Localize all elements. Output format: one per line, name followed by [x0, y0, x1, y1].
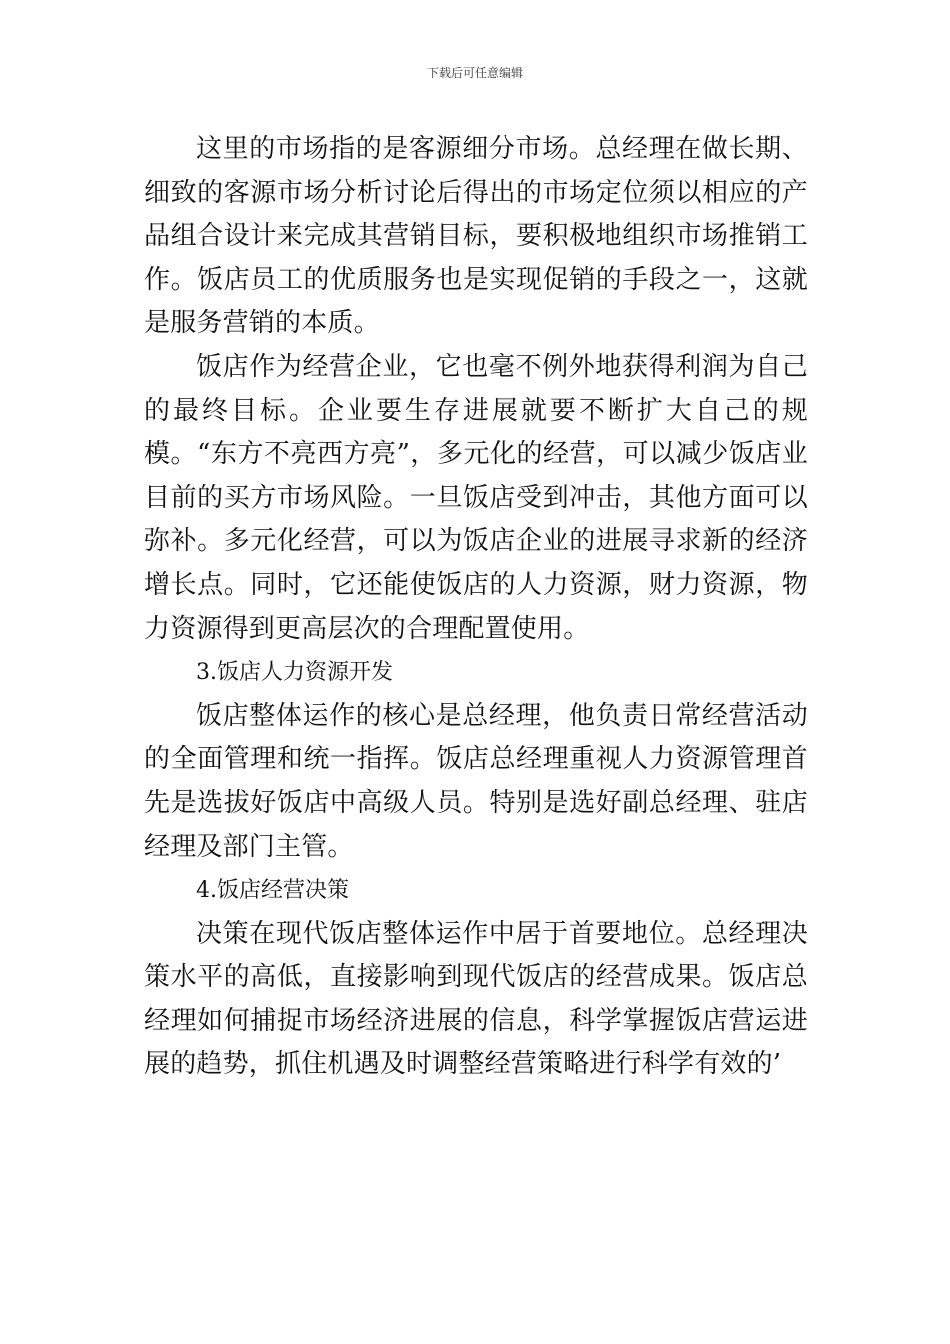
paragraph-general-manager: 饭店整体运作的核心是总经理，他负责日常经营活动的全面管理和统一指挥。饭店总经理重视人力资源管理首先是选拔好饭店中高级人员。特别是选好副总经理、驻店经理及部门主管。 [144, 700, 808, 862]
section-heading-hr: 3.饭店人力资源开发 [196, 660, 393, 686]
section-heading-decision: 4.饭店经营决策 [196, 878, 349, 904]
paragraph-market-segment: 这里的市场指的是客源细分市场。总经理在做长期、细致的客源市场分析讨论后得出的市场定位须以相应的产品组合设计来完成其营销目标，要积极地组织市场推销工作。饭店员工的优质服务也是实现促销的手段之一，这就是服务营销的本质。 [144, 134, 808, 339]
paragraph-diversified-operation: 饭店作为经营企业，它也毫不例外地获得利润为自己的最终目标。企业要生存进展就要不断扩大自己的规模。“东方不亮西方亮”，多元化的经营，可以减少饭店业目前的买方市场风险。一旦饭店受到冲击，其他方面可以弥补。多元化经营，可以为饭店企业的进展寻求新的经济增长点。同时，它还能使饭店的人力资源，财力资源，物力资源得到更高层次的合理配置使用。 [144, 351, 808, 644]
paragraph-decision-making: 决策在现代饭店整体运作中居于首要地位。总经理决策水平的高低，直接影响到现代饭店的经营成果。饭店总经理如何捕捉市场经济进展的信息，科学掌握饭店营运进展的趋势，抓住机遇及时调整经营策略进行科学有效的’ [144, 918, 808, 1080]
page-header: 下载后可任意编辑 [426, 66, 523, 80]
document-body [144, 128, 808, 1087]
